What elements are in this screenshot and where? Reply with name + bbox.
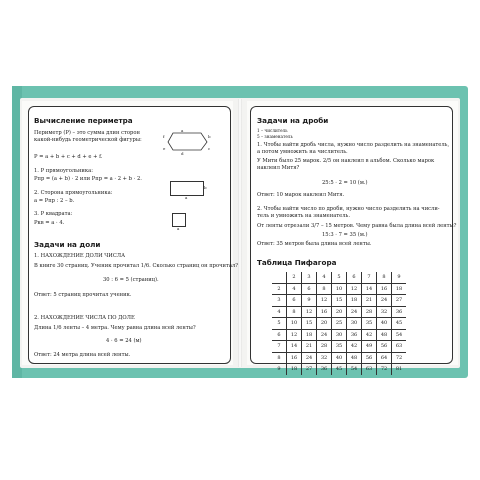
fig-label-b: b: [208, 134, 211, 139]
table-cell: 30: [332, 329, 347, 341]
table-cell: 24: [302, 352, 317, 364]
hexagon-figure: [165, 130, 213, 154]
table-cell: 7: [362, 272, 377, 283]
rect-label-a: a: [185, 195, 188, 200]
table-cell: 7: [272, 341, 287, 353]
table-cell: 64: [377, 352, 392, 364]
table-cell: 9: [392, 272, 407, 283]
table-cell: 2: [272, 283, 287, 295]
task-marks-answer: Ответ: 10 марок наклеил Митя.: [257, 192, 345, 198]
task1-title: 1. НАХОЖДЕНИЕ ДОЛИ ЧИСЛА: [34, 253, 126, 259]
fractions-heading: Задачи на дроби: [257, 116, 329, 125]
table-cell: 14: [362, 283, 377, 295]
task-marks-line2: наклеил Митя?: [257, 165, 300, 171]
task-marks-line1: У Мити было 25 марок. 2/5 он наклеил в альбом. Сколько марок: [257, 158, 435, 164]
table-cell: [272, 272, 287, 283]
table-cell: 81: [395, 366, 403, 373]
table-row: [272, 306, 406, 318]
table-cell: 54: [392, 329, 407, 341]
task-marks-calc: 25:5 · 2 = 10 (м.): [322, 180, 368, 186]
table-cell: 4: [287, 283, 302, 295]
fractions-share-heading: Задачи на доли: [34, 240, 101, 249]
table-cell: 72: [377, 364, 392, 375]
fig-label-e: e: [163, 146, 166, 151]
table-row: [272, 364, 406, 375]
fig-label-f: f: [163, 134, 165, 139]
table-cell: 8: [317, 283, 332, 295]
table-cell: 27: [392, 295, 407, 307]
table-cell: 3: [272, 295, 287, 307]
pythagoras-heading: Таблица Пифагора: [257, 258, 337, 267]
table-cell: 28: [317, 341, 332, 353]
fig-label-a: a: [181, 128, 184, 133]
table-cell: 4: [317, 272, 332, 283]
table-row: [272, 318, 406, 330]
table-cell: 36: [347, 329, 362, 341]
task2-title: 2. НАХОЖДЕНИЕ ЧИСЛА ПО ДОЛЕ: [34, 315, 135, 321]
table-cell: 63: [362, 364, 377, 375]
denominator-definition: 5 – знаменатель: [257, 134, 293, 139]
table-cell: 16: [377, 283, 392, 295]
table-cell: 16: [287, 352, 302, 364]
table-cell: 40: [377, 318, 392, 330]
table-cell: 8: [287, 306, 302, 318]
table-cell: 3: [302, 272, 317, 283]
rule2-line1: 2. Чтобы найти число по дроби, нужно число разделить на числи-: [257, 206, 440, 212]
table-row: [272, 341, 406, 353]
table-cell: 45: [332, 364, 347, 375]
table-cell: 42: [347, 341, 362, 353]
table-row: [272, 329, 406, 341]
rule2-line2: тель и умножить на знаменатель.: [257, 213, 350, 219]
task-ribbon: От ленты отрезали 3/7 – 15 метров. Чему равна была длина всей ленты?: [257, 223, 457, 229]
table-cell: 24: [347, 306, 362, 318]
task1-answer: Ответ: 5 страниц прочитал ученик.: [34, 292, 132, 298]
task1-calc: 30 : 6 = 5 (страниц).: [103, 277, 159, 283]
perimeter-formula: P = a + b + c + d + e + f.: [34, 154, 103, 160]
table-cell: 16: [317, 306, 332, 318]
perimeter-item-2-formula: a = Pпр : 2 – b.: [34, 198, 75, 204]
task2-calc: 4 · 6 = 24 (м): [106, 338, 142, 344]
fig-label-c: c: [208, 146, 211, 151]
table-cell: 8: [272, 352, 287, 364]
table-cell: 6: [287, 295, 302, 307]
table-cell: 5: [332, 272, 347, 283]
table-cell: 72: [392, 352, 407, 364]
table-cell: 18: [302, 329, 317, 341]
table-cell: 63: [392, 341, 407, 353]
table-cell: 5: [272, 318, 287, 330]
table-cell: 10: [287, 318, 302, 330]
table-cell: 56: [377, 341, 392, 353]
table-cell: 56: [362, 352, 377, 364]
square-label-a: a: [177, 226, 180, 231]
table-cell: 6: [302, 283, 317, 295]
rect-label-b: b: [204, 185, 207, 190]
perimeter-definition-2: какой-нибудь геометрической фигуры:: [34, 137, 142, 143]
numerator-definition: 1 – числитель: [257, 128, 288, 133]
square-figure: [172, 213, 186, 227]
table-cell: 14: [287, 341, 302, 353]
table-cell: 32: [377, 306, 392, 318]
table-cell: 24: [317, 329, 332, 341]
table-cell: 20: [317, 318, 332, 330]
page-gutter: [238, 99, 242, 367]
table-cell: 9: [272, 364, 287, 375]
table-cell: 10: [332, 283, 347, 295]
table-cell: 32: [317, 352, 332, 364]
fig-label-d: d: [181, 151, 184, 156]
table-cell: 18: [392, 283, 407, 295]
perimeter-item-3-formula: Pкв = a · 4.: [34, 220, 65, 226]
table-cell: 12: [287, 329, 302, 341]
table-cell: 12: [317, 295, 332, 307]
table-cell: 35: [332, 341, 347, 353]
table-cell: 54: [347, 364, 362, 375]
table-cell: 28: [362, 306, 377, 318]
table-cell: 24: [377, 295, 392, 307]
table-cell: 25: [332, 318, 347, 330]
table-cell: 2: [287, 272, 302, 283]
perimeter-item-1: 1. P прямоугольника:: [34, 168, 93, 174]
table-cell: 40: [332, 352, 347, 364]
table-row: [272, 272, 406, 283]
table-cell: 45: [392, 318, 407, 330]
table-cell: 12: [347, 283, 362, 295]
table-cell: 36: [317, 364, 332, 375]
task2-text: Длина 1/6 ленты – 4 метра. Чему равна длина всей ленты?: [34, 325, 196, 331]
table-cell: 18: [347, 295, 362, 307]
table-cell: 6: [272, 329, 287, 341]
task2-answer: Ответ: 24 метра длина всей ленты.: [34, 352, 131, 358]
task-ribbon-calc: 15:3 · 7 = 35 (м.): [322, 232, 368, 238]
table-cell: 15: [302, 318, 317, 330]
table-cell: 8: [377, 272, 392, 283]
rule1-line1: 1. Чтобы найти дробь числа, нужно число разделить на знаменатель,: [257, 142, 450, 148]
table-cell: 21: [362, 295, 377, 307]
rule1-line2: а потом умножить на числитель.: [257, 149, 348, 155]
table-cell: 9: [302, 295, 317, 307]
table-row: [272, 352, 406, 364]
perimeter-item-3: 3. P квадрата:: [34, 211, 73, 217]
task-ribbon-answer: Ответ: 35 метров была длина всей ленты.: [257, 241, 372, 247]
table-cell: 18: [287, 364, 302, 375]
table-cell: 6: [347, 272, 362, 283]
table-row: [272, 283, 406, 295]
table-cell: 42: [362, 329, 377, 341]
table-cell: 20: [332, 306, 347, 318]
pythagoras-table: [272, 272, 406, 375]
table-cell: 15: [332, 295, 347, 307]
table-cell: 48: [377, 329, 392, 341]
table-cell: 36: [392, 306, 407, 318]
perimeter-item-2: 2. Сторона прямоугольника:: [34, 190, 113, 196]
table-row: [272, 295, 406, 307]
table-cell: 21: [302, 341, 317, 353]
table-cell: 48: [347, 352, 362, 364]
table-cell: 4: [272, 306, 287, 318]
perimeter-heading: Вычисление периметра: [34, 116, 133, 125]
table-cell: 35: [362, 318, 377, 330]
perimeter-item-1-formula: Pпр = (a + b) · 2 или Pпр = a · 2 + b · 2.: [34, 176, 142, 182]
table-cell: 27: [302, 364, 317, 375]
task1-text: В книге 30 страниц. Ученик прочитал 1/6. Сколько страниц он прочитал?: [34, 263, 239, 269]
table-cell: 49: [362, 341, 377, 353]
perimeter-definition-1: Периметр (P) – это сумма длин сторон: [34, 130, 140, 136]
rectangle-figure: [170, 181, 204, 196]
table-cell: 30: [347, 318, 362, 330]
table-cell: 12: [302, 306, 317, 318]
